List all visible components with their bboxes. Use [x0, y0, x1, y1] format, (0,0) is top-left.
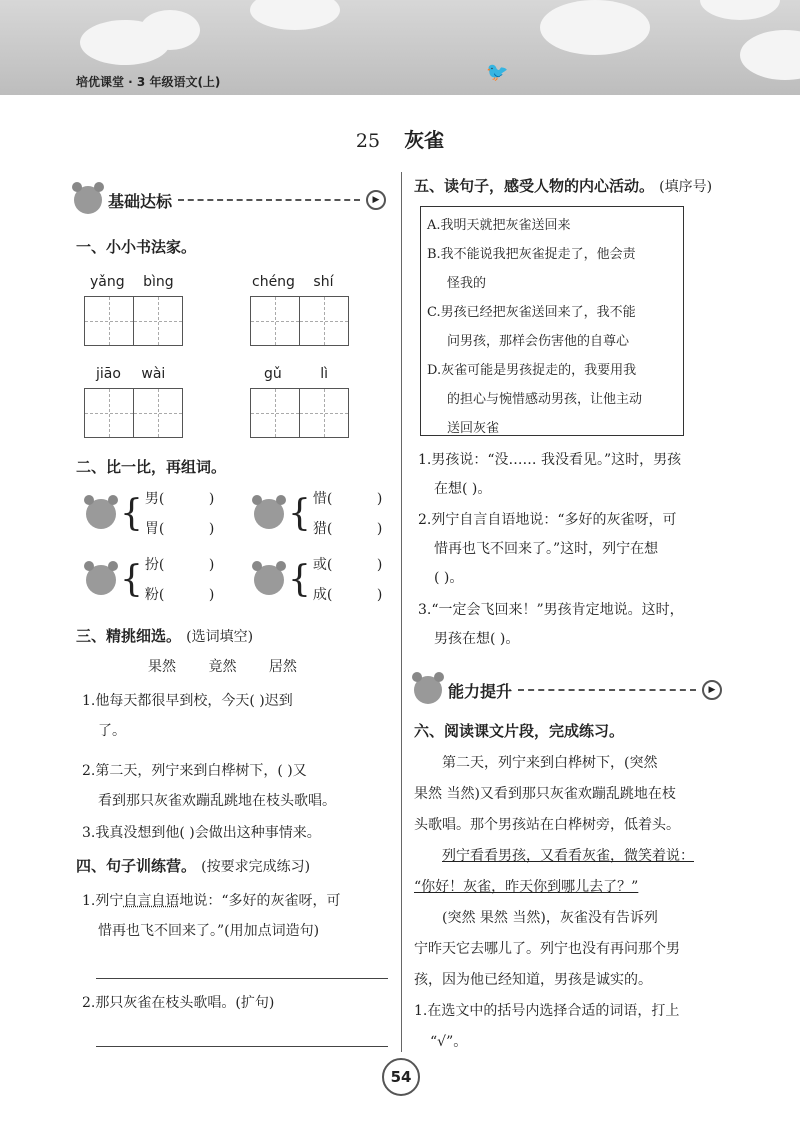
question-text: 地说：“多好的灰雀呀，可 — [179, 893, 341, 909]
question-5-2 — [418, 506, 738, 593]
option-b: B.我不能说我把灰雀捉走了，他会责 — [427, 247, 636, 262]
passage-line: 孩，因为他已经知道，男孩是诚实的。 — [414, 972, 652, 988]
play-icon: ▶ — [366, 190, 386, 210]
answer-line[interactable] — [96, 1046, 388, 1047]
word-options — [148, 652, 297, 682]
word-blank[interactable]: 猎( ) — [312, 521, 383, 537]
writing-grid[interactable] — [250, 388, 348, 438]
grid-cell[interactable] — [299, 296, 349, 346]
question-text: 1.在选文中的括号内选择合适的词语，打上 — [414, 1003, 680, 1019]
mascot-icon — [254, 499, 284, 529]
question-text: 惜再也飞不回来了。”(用加点词造句) — [98, 923, 320, 939]
compare-group-1 — [86, 484, 214, 544]
word-option: 居然 — [268, 659, 297, 675]
section-4-note: (按要求完成练习) — [201, 859, 311, 875]
question-text: 在想( )。 — [434, 481, 492, 497]
question-4-2: 2.那只灰雀在枝头歌唱。(扩句) — [82, 995, 275, 1011]
question-text: 惜再也飞不回来了。”这时，列宁在想 — [434, 541, 659, 557]
question-5-3 — [418, 596, 738, 654]
question-3-2 — [82, 756, 394, 816]
compare-group-4 — [254, 550, 382, 610]
word-blank[interactable]: 男( ) — [144, 491, 215, 507]
word-blank[interactable]: 粉( ) — [144, 587, 215, 603]
word-option: 果然 — [148, 659, 176, 675]
writing-grid[interactable] — [250, 296, 348, 346]
banner-label: 能力提升 — [448, 681, 513, 701]
question-text: 看到那只灰雀欢蹦乱跳地在枝头歌唱。 — [98, 793, 336, 809]
banner-basic — [74, 186, 386, 214]
passage-line: 果然 当然)又看到那只灰雀欢蹦乱跳地在枝 — [414, 786, 676, 802]
pinyin: bìng — [143, 274, 174, 290]
question-4-1 — [82, 886, 394, 946]
mascot-icon — [74, 186, 102, 214]
passage-line: 头歌唱。那个男孩站在白桦树旁，低着头。 — [414, 817, 680, 833]
pinyin: shí — [313, 274, 334, 290]
question-text: 3.“一定会飞回来！”男孩肯定地说。这时， — [418, 602, 684, 618]
brace-icon: { — [120, 559, 143, 600]
pinyin-group-1 — [90, 274, 190, 290]
section-3-title: 三、精挑细选。 — [76, 627, 182, 645]
word-blank[interactable]: 惜( ) — [312, 491, 383, 507]
section-3-note: (选词填空) — [186, 629, 254, 645]
word-blank[interactable]: 扮( ) — [144, 557, 215, 573]
section-2-title: 二、比一比，再组词。 — [76, 458, 227, 476]
reading-passage — [414, 748, 734, 1058]
section-4-heading — [76, 852, 310, 882]
grid-cell[interactable] — [250, 388, 300, 438]
pinyin: jiāo — [96, 366, 121, 382]
section-4-title: 四、句子训练营。 — [76, 857, 197, 875]
play-icon: ▶ — [702, 680, 722, 700]
lesson-heading — [0, 124, 800, 153]
passage-line: 第二天，列宁来到白桦树下，(突然 — [442, 755, 658, 771]
bird-icon: 🐦 — [486, 62, 509, 83]
banner-advanced — [414, 676, 722, 704]
lesson-title: 灰雀 — [404, 128, 445, 152]
option-b-cont: 怪我的 — [447, 276, 487, 291]
pinyin: chéng — [252, 274, 295, 290]
pinyin: lì — [320, 366, 328, 382]
question-text: 了。 — [98, 723, 126, 739]
brace-icon: { — [288, 559, 311, 600]
dashed-line — [518, 689, 696, 691]
passage-line-underlined: 列宁看看男孩，又看看灰雀，微笑着说： — [442, 848, 694, 864]
option-c-cont: 问男孩，那样会伤害他的自尊心 — [447, 334, 630, 349]
grid-cell[interactable] — [299, 388, 349, 438]
grid-cell[interactable] — [84, 388, 134, 438]
question-text: 1.列宁 — [82, 893, 124, 909]
writing-grid[interactable] — [84, 296, 182, 346]
option-d: D.灰雀可能是男孩捉走的，我要用我 — [427, 363, 637, 378]
brace-icon: { — [120, 493, 143, 534]
brace-icon: { — [288, 493, 311, 534]
word-blank[interactable]: 成( ) — [312, 587, 383, 603]
question-text: 1.他每天都很早到校，今天( )迟到 — [82, 693, 293, 709]
grid-cell[interactable] — [133, 296, 183, 346]
option-d-cont: 的担心与惋惜感动男孩，让他主动 — [447, 392, 643, 407]
question-text: ( )。 — [434, 570, 464, 586]
book-title: 培优课堂 · 3 年级语文(上) — [76, 75, 221, 89]
passage-line: 宁昨天它去哪儿了。列宁也没有再问那个男 — [414, 941, 680, 957]
pinyin: yǎng — [90, 274, 125, 290]
option-a: A.我明天就把灰雀送回来 — [427, 218, 571, 233]
grid-cell[interactable] — [133, 388, 183, 438]
compare-group-2 — [254, 484, 382, 544]
compare-group-3 — [86, 550, 214, 610]
section-3-heading — [76, 622, 253, 652]
question-text: 2.列宁自言自语地说：“多好的灰雀呀，可 — [418, 512, 677, 528]
section-5-note: (填序号) — [659, 179, 713, 195]
pinyin-group-4 — [264, 366, 364, 382]
dotted-word: 自言自语 — [123, 893, 180, 909]
column-divider — [401, 172, 402, 1052]
mascot-icon — [414, 676, 442, 704]
pinyin-group-2 — [252, 274, 372, 290]
grid-cell[interactable] — [84, 296, 134, 346]
section-5-title: 五、读句子，感受人物的内心活动。 — [414, 177, 655, 195]
banner-label: 基础达标 — [108, 191, 173, 211]
option-d-cont: 送回灰雀 — [447, 421, 500, 436]
passage-line-underlined: “你好！灰雀，昨天你到哪儿去了？” — [414, 879, 639, 895]
dashed-line — [178, 199, 360, 201]
pinyin-group-3 — [96, 366, 196, 382]
page-number: 54 — [382, 1058, 420, 1096]
question-3-1 — [82, 686, 394, 746]
writing-grid[interactable] — [84, 388, 182, 438]
question-text: 2.第二天，列宁来到白桦树下，( )又 — [82, 763, 307, 779]
word-blank[interactable]: 胃( ) — [144, 521, 215, 537]
pinyin: gǔ — [264, 366, 282, 382]
section-6-title: 六、阅读课文片段，完成练习。 — [414, 722, 625, 740]
question-3-3: 3.我真没想到他( )会做出这种事情来。 — [82, 825, 321, 841]
word-option: 竟然 — [208, 659, 237, 675]
section-1-title: 一、小小书法家。 — [76, 238, 197, 256]
lesson-number: 25 — [355, 130, 381, 152]
passage-line: (突然 果然 当然)，灰雀没有告诉列 — [442, 910, 658, 926]
answer-line[interactable] — [96, 978, 388, 979]
question-5-1 — [418, 446, 738, 504]
mascot-icon — [86, 499, 116, 529]
question-text: 男孩在想( )。 — [434, 631, 520, 647]
pinyin: wài — [141, 366, 166, 382]
question-text: “√”。 — [430, 1034, 468, 1050]
mascot-icon — [86, 565, 116, 595]
options-box — [420, 206, 684, 436]
grid-cell[interactable] — [250, 296, 300, 346]
question-text: 1.男孩说：“没…… 我没看见。”这时，男孩 — [418, 452, 682, 468]
word-blank[interactable]: 或( ) — [312, 557, 383, 573]
section-5-heading — [414, 172, 712, 202]
option-c: C.男孩已经把灰雀送回来了，我不能 — [427, 305, 636, 320]
mascot-icon — [254, 565, 284, 595]
